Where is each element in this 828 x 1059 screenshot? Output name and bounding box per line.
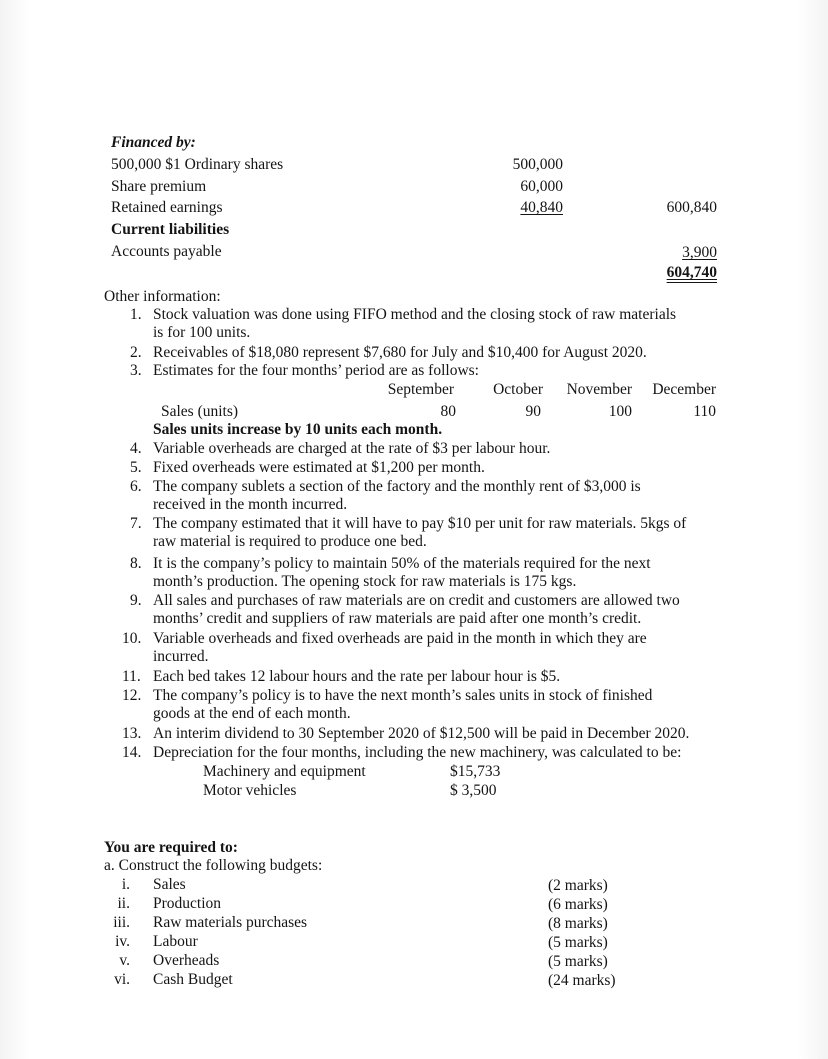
budget-name: Sales <box>153 876 186 893</box>
sales-value-december: 110 <box>693 403 716 420</box>
item-number: 2. <box>130 344 142 361</box>
budget-name: Overheads <box>153 952 220 969</box>
item-number: 1. <box>130 306 142 323</box>
item-text: Each bed takes 12 labour hours and the rate per labour hour is $5. <box>153 668 561 685</box>
retained-earnings-label: Retained earnings <box>111 199 223 216</box>
item-text: Variable overheads are charged at the rate of $3 per labour hour. <box>153 440 551 457</box>
item-text: raw material is required to produce one bed. <box>153 533 427 550</box>
item-text: The company sublets a section of the factory and the monthly rent of $3,000 is <box>153 478 641 495</box>
item-text: incurred. <box>153 648 209 665</box>
budget-marks: (24 marks) <box>548 972 616 989</box>
accounts-payable-label: Accounts payable <box>111 243 222 260</box>
item-number: 6. <box>130 478 142 495</box>
ordinary-shares-amount: 500,000 <box>512 156 563 173</box>
item-number: 4. <box>130 440 142 457</box>
item-text: An interim dividend to 30 September 2020 of $12,500 will be paid in December 2020. <box>153 725 690 742</box>
item-text: months’ credit and suppliers of raw materials are paid after one month’s credit. <box>153 610 642 627</box>
required-subheading: a. Construct the following budgets: <box>104 857 323 874</box>
share-premium-label: Share premium <box>111 178 207 195</box>
depreciation-vehicles-label: Motor vehicles <box>203 782 297 799</box>
item-number: 14. <box>122 744 142 761</box>
budget-number: vi. <box>114 971 130 988</box>
month-header-october: October <box>493 381 543 398</box>
item-number: 12. <box>122 687 142 704</box>
item-text: The company estimated that it will have to pay $10 per unit for raw materials. 5kgs of <box>153 515 687 532</box>
budget-number: i. <box>121 876 130 893</box>
other-information-heading: Other information: <box>104 288 221 305</box>
financed-by-heading: Financed by: <box>111 134 196 151</box>
retained-earnings-amount: 40,840 <box>520 199 563 216</box>
item-text: received in the month incurred. <box>153 496 348 513</box>
sales-value-november: 100 <box>608 403 632 420</box>
item-text: All sales and purchases of raw materials are on credit and customers are allowed two <box>153 592 680 609</box>
budget-name: Labour <box>153 933 198 950</box>
item-number: 3. <box>130 362 142 379</box>
item-text: Fixed overheads were estimated at $1,200 per month. <box>153 459 485 476</box>
budget-number: iv. <box>115 933 130 950</box>
ordinary-shares-label: 500,000 $1 Ordinary shares <box>111 156 284 173</box>
item-text: Depreciation for the four months, including the new machinery, was calculated to be: <box>153 744 682 761</box>
item-number: 13. <box>122 725 142 742</box>
budget-number: ii. <box>117 895 130 912</box>
budget-marks: (5 marks) <box>548 953 608 970</box>
item-text: Receivables of $18,080 represent $7,680 for July and $10,400 for August 2020. <box>153 344 647 361</box>
item-text: month’s production. The opening stock for raw materials is 175 kgs. <box>153 573 577 590</box>
budget-number: v. <box>119 952 130 969</box>
item-text: Stock valuation was done using FIFO method and the closing stock of raw materials <box>153 306 677 323</box>
sales-increase-note: Sales units increase by 10 units each month. <box>153 421 443 438</box>
sales-value-september: 80 <box>440 403 456 420</box>
grand-total: 604,740 <box>666 264 717 281</box>
month-header-november: November <box>566 381 632 398</box>
item-number: 11. <box>122 668 141 685</box>
budget-name: Production <box>153 895 222 912</box>
budget-marks: (6 marks) <box>548 896 608 913</box>
month-header-december: December <box>652 381 716 398</box>
equity-total: 600,840 <box>666 199 717 216</box>
share-premium-amount: 60,000 <box>520 178 563 195</box>
item-text: is for 100 units. <box>153 324 251 341</box>
depreciation-machinery-label: Machinery and equipment <box>203 763 366 780</box>
depreciation-vehicles-amount: $ 3,500 <box>450 782 497 799</box>
budget-name: Raw materials purchases <box>153 914 308 931</box>
month-header-september: September <box>387 381 454 398</box>
sales-value-october: 90 <box>525 403 541 420</box>
item-text: It is the company’s policy to maintain 50% of the materials required for the next <box>153 555 651 572</box>
item-number: 9. <box>130 592 142 609</box>
item-text: Variable overheads and fixed overheads are paid in the month in which they are <box>153 630 647 647</box>
item-number: 7. <box>130 515 142 532</box>
budget-marks: (2 marks) <box>548 877 608 894</box>
current-liabilities-heading: Current liabilities <box>111 221 230 238</box>
budget-marks: (5 marks) <box>548 934 608 951</box>
depreciation-machinery-amount: $15,733 <box>450 763 501 780</box>
budget-marks: (8 marks) <box>548 915 608 932</box>
sales-units-label: Sales (units) <box>161 403 239 420</box>
item-text: The company’s policy is to have the next month’s sales units in stock of finished <box>153 687 653 704</box>
required-heading: You are required to: <box>104 839 238 856</box>
budget-number: iii. <box>113 914 130 931</box>
accounts-payable-amount: 3,900 <box>682 244 717 261</box>
item-text: goods at the end of each month. <box>153 705 351 722</box>
budget-name: Cash Budget <box>153 971 233 988</box>
item-text: Estimates for the four months’ period are as follows: <box>153 362 479 379</box>
item-number: 8. <box>130 555 142 572</box>
item-number: 10. <box>122 630 142 647</box>
item-number: 5. <box>130 459 142 476</box>
